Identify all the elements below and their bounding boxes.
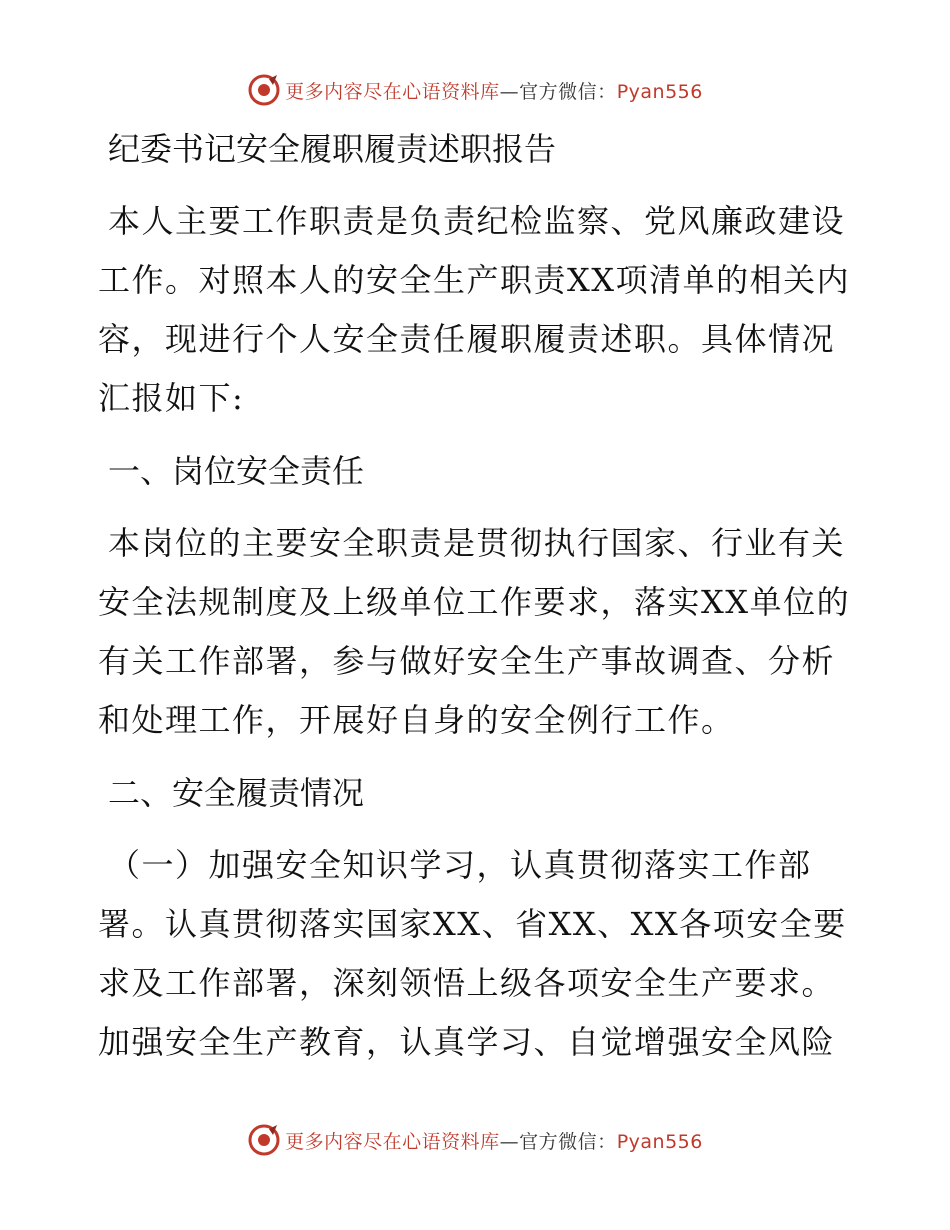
banner-text	[285, 1127, 703, 1154]
footer-banner	[0, 1120, 950, 1160]
banner-prefix: 更多内容尽在心语资料库	[285, 80, 500, 103]
banner-separator: —	[499, 80, 520, 103]
section-2-paragraph: （一）加强安全知识学习，认真贯彻落实工作部署。认真贯彻落实国家XX、省XX、XX各项安全要求及工作部署，深刻领悟上级各项安全生产要求。加强安全生产教育，认真学习、自觉增强安全风险	[98, 846, 847, 1061]
banner-wechat-id: Pyan556	[616, 1130, 703, 1153]
header-banner	[0, 70, 950, 110]
document-title: 纪委书记安全履职履责述职报告	[108, 130, 557, 168]
banner-wechat-label: 官方微信：	[519, 1130, 617, 1153]
section-2-heading: 二、安全履责情况	[108, 774, 365, 812]
banner-separator: —	[499, 1130, 520, 1153]
intro-paragraph: 本人主要工作职责是负责纪检监察、党风廉政建设工作。对照本人的安全生产职责XX项清单的相关内容，现进行个人安全责任履职履责述职。具体情况汇报如下:	[98, 202, 851, 417]
banner-wechat-id: Pyan556	[616, 80, 703, 103]
banner-prefix: 更多内容尽在心语资料库	[285, 1130, 500, 1153]
banner-text	[285, 77, 703, 104]
section-1-paragraph: 本岗位的主要安全职责是贯彻执行国家、行业有关安全法规制度及上级单位工作要求，落实XX单位的有关工作部署，参与做好安全生产事故调查、分析和处理工作，开展好自身的安全例行工作。	[98, 524, 851, 739]
section-1-heading: 一、岗位安全责任	[108, 452, 365, 490]
brush-seal-icon	[247, 1123, 281, 1157]
banner-wechat-label: 官方微信：	[519, 80, 617, 103]
document-body	[98, 120, 858, 1086]
brush-seal-icon	[247, 73, 281, 107]
